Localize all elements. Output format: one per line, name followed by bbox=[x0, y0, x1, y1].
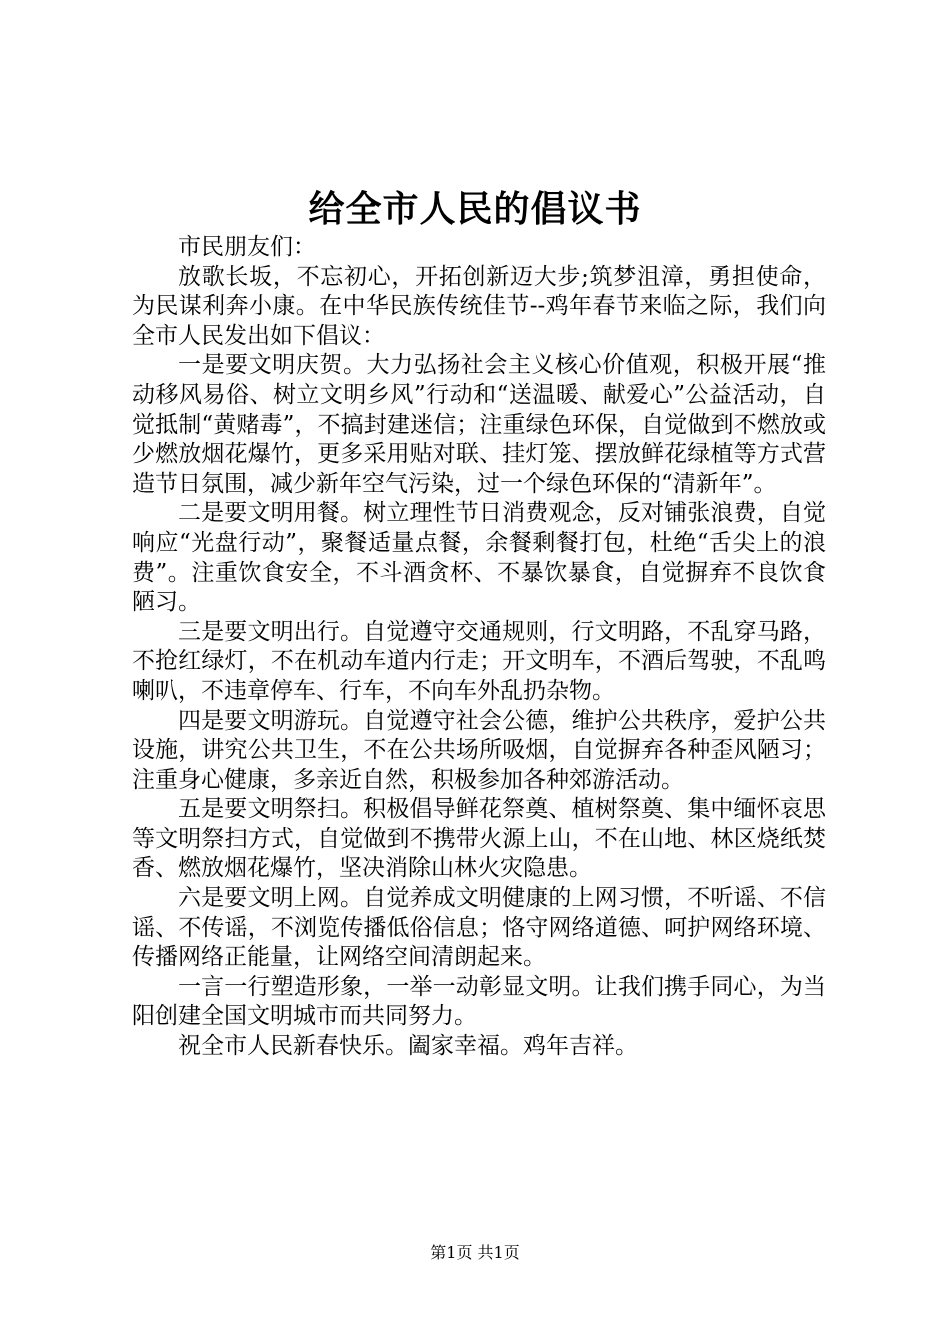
paragraph-internet: 六是要文明上网。自觉养成文明健康的上网习惯，不听谣、不信谣、不传谣，不浏览传播低俗信息；恪守网络道德、呵护网络环境、传播网络正能量，让网络空间清朗起来。 bbox=[132, 885, 826, 971]
salutation: 市民朋友们： bbox=[178, 234, 316, 260]
paragraph-leisure: 四是要文明游玩。自觉遵守社会公德，维护公共秩序，爱护公共设施，讲究公共卫生，不在公共场所吸烟，自觉摒弃各种歪风陋习；注重身心健康，多亲近自然，积极参加各种郊游活动。 bbox=[132, 707, 826, 793]
paragraph-celebration: 一是要文明庆贺。大力弘扬社会主义核心价值观，积极开展“推动移风易俗、树立文明乡风”行动和“送温暖、献爱心”公益活动，自觉抵制“黄赌毒”，不搞封建迷信；注重绿色环保，自觉做到不燃放或少燃放烟花爆竹，更多采用贴对联、挂灯笼、摆放鲜花绿植等方式营造节日氛围，减少新年空气污染，过一个绿色环保的“清新年”。 bbox=[132, 352, 826, 497]
paragraph-intro: 放歌长坂，不忘初心，开拓创新迈大步;筑梦沮漳，勇担使命，为民谋利奔小康。在中华民族传统佳节--鸡年春节来临之际，我们向全市人民发出如下倡议： bbox=[132, 263, 826, 349]
paragraph-closing: 一言一行塑造形象，一举一动彰显文明。让我们携手同心，为当阳创建全国文明城市而共同努力。 bbox=[132, 973, 826, 1030]
paragraph-travel: 三是要文明出行。自觉遵守交通规则，行文明路，不乱穿马路，不抢红绿灯，不在机动车道内行走；开文明车，不酒后驾驶，不乱鸣喇叭，不违章停车、行车，不向车外乱扔杂物。 bbox=[132, 618, 826, 704]
document-body bbox=[132, 233, 826, 1062]
page-footer: 第1页 共1页 bbox=[430, 1243, 520, 1262]
paragraph-greeting: 祝全市人民新春快乐。阖家幸福。鸡年吉祥。 bbox=[178, 1033, 638, 1060]
paragraph-memorial: 五是要文明祭扫。积极倡导鲜花祭奠、植树祭奠、集中缅怀哀思等文明祭扫方式，自觉做到不携带火源上山，不在山地、林区烧纸焚香、燃放烟花爆竹，坚决消除山林火灾隐患。 bbox=[132, 796, 826, 882]
paragraph-dining: 二是要文明用餐。树立理性节日消费观念，反对铺张浪费，自觉响应“光盘行动”，聚餐适量点餐，余餐剩餐打包，杜绝“舌尖上的浪费”。注重饮食安全，不斗酒贪杯、不暴饮暴食，自觉摒弃不良饮食陋习。 bbox=[132, 500, 826, 616]
document-title: 给全市人民的倡议书 bbox=[308, 188, 642, 230]
